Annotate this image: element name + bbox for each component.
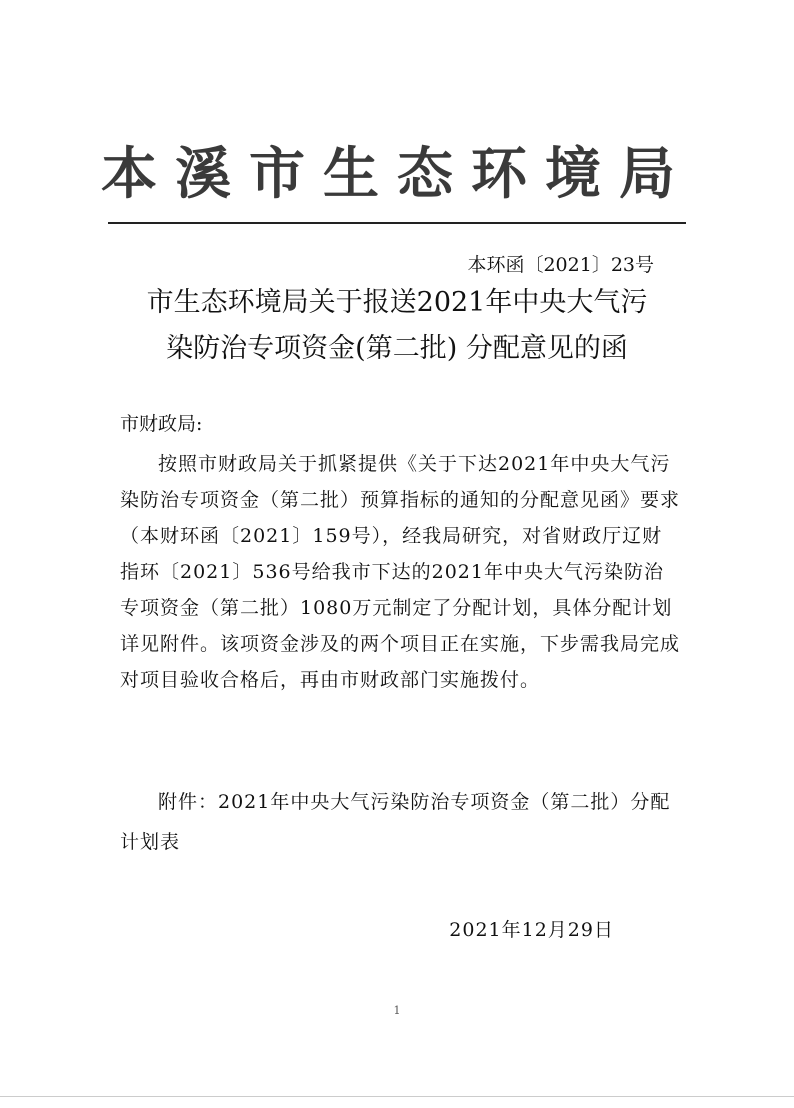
org-letterhead: 本溪市生态环境局 bbox=[101, 141, 693, 207]
bottom-edge bbox=[0, 1096, 794, 1097]
document-title bbox=[0, 280, 794, 372]
document-date: 2021年12月29日 bbox=[449, 919, 614, 941]
header-divider bbox=[108, 222, 686, 224]
attachment-note: 附件：2021年中央大气污染防治专项资金（第二批）分配计划表 bbox=[120, 791, 671, 853]
document-number: 本环函〔2021〕23号 bbox=[467, 254, 654, 276]
page-number: 1 bbox=[393, 1004, 401, 1017]
document-title-line-1: 市生态环境局关于报送2021年中央大气污 bbox=[146, 287, 648, 318]
document-title-line-2: 染防治专项资金(第二批) 分配意见的函 bbox=[166, 333, 628, 364]
main-paragraph: 按照市财政局关于抓紧提供《关于下达2021年中央大气污染防治专项资金（第二批）预算指标的通知的分配意见函》要求（本财环函〔2021〕159号），经我局研究，对省财政厅辽财指环〔2021〕536号给我市下达的2021年中央大气污染防治专项资金（第二批）1080万元制定了分配计划，具体分配计划详见附件。该项资金涉及的两个项目正在实施，下步需我局完成对项目验收合格后，再由市财政部门实施拨付。 bbox=[120, 453, 681, 691]
addressee: 市财政局: bbox=[120, 413, 203, 435]
